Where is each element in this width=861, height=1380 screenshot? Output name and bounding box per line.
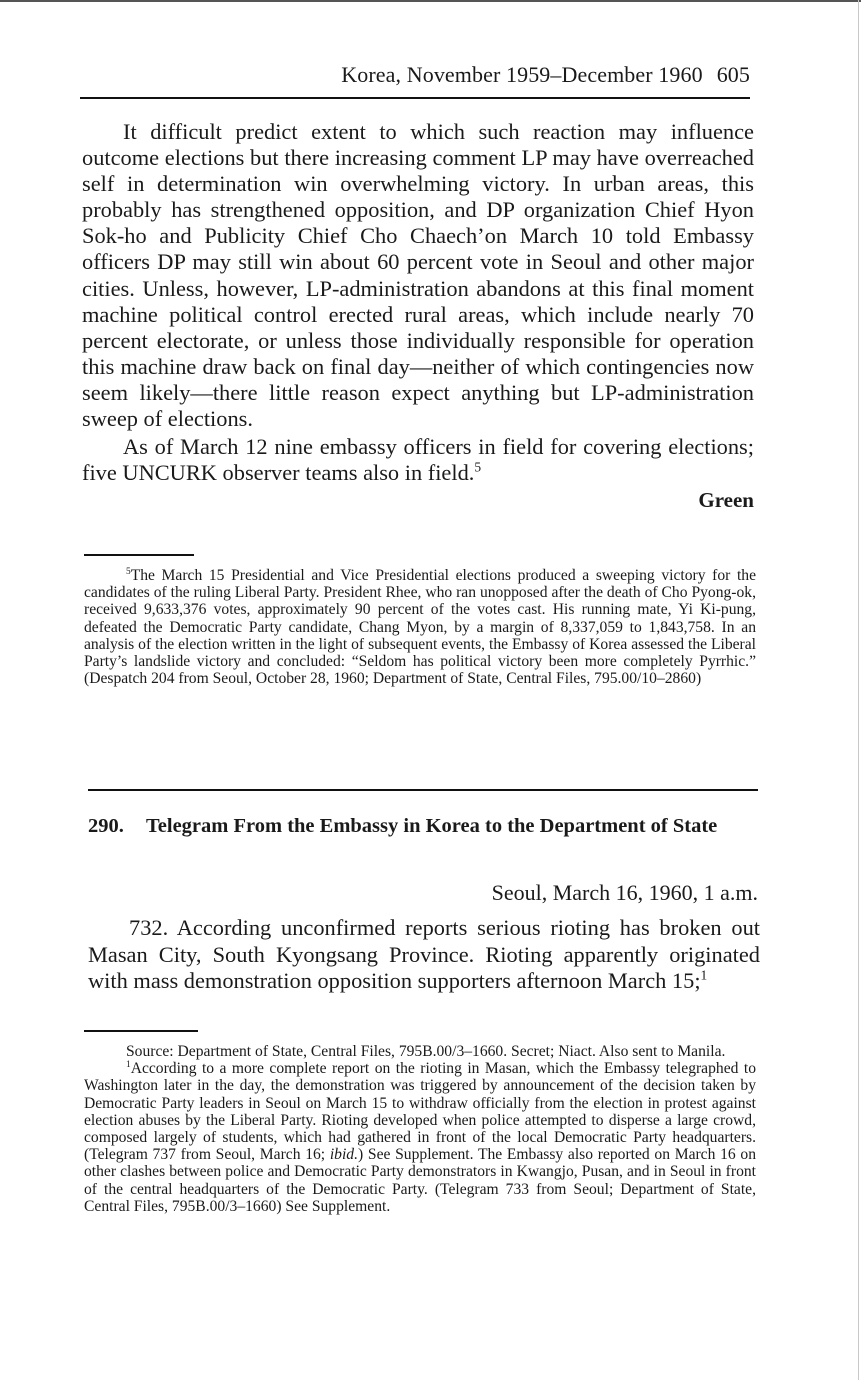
- footnote-5-paragraph: [84, 567, 756, 687]
- footnote-1: [84, 1060, 756, 1215]
- footnote-1-text-a: According to a more complete report on the rioting in Masan, which the Embassy telegraphed to Washington later in the day, the demonstration was triggered by announcement of the decision taken by Democratic Party leaders in Seoul on March 15 to withdraw officially from the election in protest against election abuses by the Liberal Party. Rioting developed when police attempted to disperse a large crowd, composed largely of students, which had gathered in front of the local Democratic Party headquarters. (Telegram 737 from Seoul, March 16;: [84, 1060, 756, 1164]
- footnote-5-text: The March 15 Presidential and Vice Presidential elections produced a sweeping victory for the candidates of the ruling Liberal Party. President Rhee, who ran unopposed after the death of Cho Pyong-ok, received 9,633,376 votes, approximately 90 percent of the votes cast. His running mate, Yi Ki-pung, defeated the Democratic Party candidate, Chang Myon, by a margin of 8,337,059 to 1,843,758. In an analysis of the election written in the light of subsequent events, the Embassy of Korea assessed the Liberal Party’s landslide victory and concluded: “Seldom has political victory been more completely Pyrrhic.” (Despatch 204 from Seoul, October 28, 1960; Department of State, Central Files, 795.00/10–2860): [84, 567, 756, 688]
- telegram-text: [88, 915, 760, 995]
- document-heading: [88, 812, 748, 841]
- paragraph-1: It difficult predict extent to which such reaction may influence outcome elections but there increasing comment LP may have overreached self in determination win overwhelming victory. In urban areas, this probably has strengthened opposition, and DP organization Chief Hyon Sok-ho and Publicity Chief Cho Chaech’on March 10 told Embassy officers DP may still win about 60 percent vote in Seoul and other major cities. Unless, however, LP-administration abandons at this final moment machine political control erected rural areas, which include nearly 70 percent electorate, or unless those individually responsible for operation this machine draw back on final day—neither of which contingencies now seem likely—there little reason expect anything but LP-administration sweep of elections.: [82, 119, 754, 432]
- scan-right-edge: [858, 0, 859, 1380]
- telegram-paragraph: [88, 915, 760, 995]
- footnote-ref-1[interactable]: 1: [700, 967, 708, 983]
- page-number: 605: [716, 62, 750, 87]
- footnote-rule-1: [84, 554, 194, 556]
- paragraph-2: [82, 434, 754, 486]
- document-title: Telegram From the Embassy in Korea to the Department of State: [146, 815, 718, 837]
- footnote-1-text-b: ) See Supplement. The Embassy also reported on March 16 on other clashes between police and Democratic Party demonstrators in Kwangjo, Pusan, and in Seoul in front of the central headquarters of the Democratic Party. (Telegram 733 from Seoul; Department of State, Central Files, 795B.00/3–1660) See Supplement.: [84, 1146, 756, 1215]
- ibid-italic: ibid.: [329, 1146, 359, 1164]
- telegram-paragraph-text: 732. According unconfirmed reports serious rioting has broken out Masan City, South Kyongsang Province. Rioting apparently originated with mass demonstration opposition supporters afternoon March 15;: [88, 915, 760, 993]
- header-rule: [80, 97, 750, 99]
- footnote-5-marker: 5: [126, 566, 131, 577]
- dateline: Seoul, March 16, 1960, 1 a.m.: [491, 880, 758, 905]
- header-title: Korea, November 1959–December 1960: [341, 62, 703, 87]
- source-note: Source: Department of State, Central Files, 795B.00/3–1660. Secret; Niact. Also sent to Manila.: [126, 1043, 726, 1060]
- scan-top-edge: [0, 0, 861, 2]
- footnote-rule-2: [84, 1030, 198, 1032]
- document-separator: [88, 789, 758, 791]
- document-number: 290.: [88, 815, 124, 837]
- running-header: [80, 62, 750, 88]
- paragraph-2-text: As of March 12 nine embassy officers in field for covering elections; five UNCURK observer teams also in field.: [82, 434, 754, 486]
- footnote-5: [84, 567, 756, 687]
- footnote-1-marker: 1: [126, 1060, 131, 1071]
- source-and-footnotes: [84, 1043, 756, 1215]
- continued-telegram-text: [82, 119, 754, 486]
- signature: Green: [698, 488, 754, 512]
- footnote-ref-5[interactable]: 5: [474, 459, 482, 475]
